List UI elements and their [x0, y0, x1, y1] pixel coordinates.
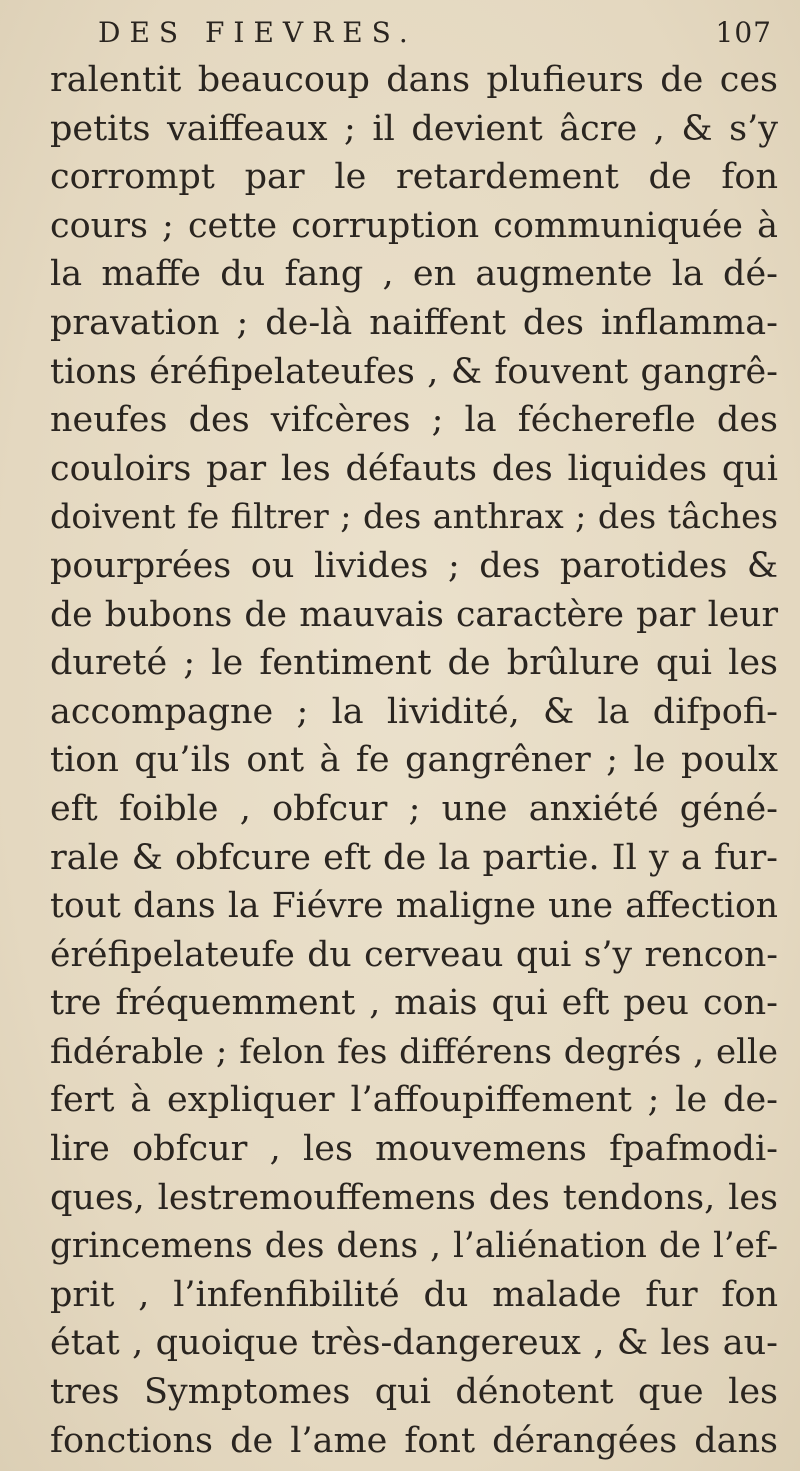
text-line: accompagne ; la lividité, & la difpofi-: [50, 691, 778, 732]
text-line: eft foible , obfcur ; une anxiété géné-: [50, 788, 778, 829]
text-line: tre fréquemment , mais qui eft peu con-: [50, 983, 778, 1024]
text-line: état , quoique très-dangereux , & les au-: [50, 1323, 778, 1364]
text-line: grincemens des dens , l’aliénation de l’ef-: [50, 1226, 778, 1267]
text-line: petits vaiffeaux ; il devient âcre , & s’y: [50, 108, 778, 149]
body-text: [50, 56, 778, 1465]
text-line: neufes des vifcères ; la fécherefle des: [50, 400, 778, 441]
text-line: rale & obfcure eft de la partie. Il y a fur-: [50, 837, 778, 878]
text-line: ques, lestremouffemens des tendons, les: [50, 1177, 778, 1218]
running-title: DES FIEVRES.: [98, 16, 417, 49]
page-header: [90, 16, 778, 56]
text-line: prit , l’infenfibilité du malade fur fon: [50, 1274, 778, 1315]
text-line: corrompt par le retardement de fon: [50, 157, 778, 198]
text-line: tions éréfipelateufes , & fouvent gangrê-: [50, 351, 778, 392]
text-line: dureté ; le fentiment de brûlure qui les: [50, 643, 778, 684]
text-line: lire obfcur , les mouvemens fpafmodi-: [50, 1129, 778, 1170]
text-line: tres Symptomes qui dénotent que les: [50, 1372, 778, 1413]
text-line: éréfipelateufe du cerveau qui s’y rencon-: [50, 934, 778, 975]
text-line: ralentit beaucoup dans plufieurs de ces: [50, 60, 778, 100]
text-line: tion qu’ils ont à fe gangrêner ; le poulx: [50, 740, 778, 781]
text-line: pourprées ou livides ; des parotides &: [50, 545, 778, 586]
page-number: 107: [715, 16, 772, 49]
text-line: fidérable ; felon fes différens degrés , elle: [50, 1031, 778, 1072]
text-line: doivent fe filtrer ; des anthrax ; des tâches: [50, 497, 778, 537]
text-line: fert à expliquer l’affoupiffement ; le de-: [50, 1080, 778, 1121]
text-line: tout dans la Fiévre maligne une affection: [50, 886, 778, 927]
text-line: de bubons de mauvais caractère par leur: [50, 594, 778, 635]
text-line: cours ; cette corruption communiquée à: [50, 205, 778, 246]
text-line: fonctions de l’ame font dérangées dans: [50, 1420, 778, 1461]
text-line: couloirs par les défauts des liquides qui: [50, 448, 778, 489]
text-line: pravation ; de-là naiffent des inflamma-: [50, 302, 778, 343]
text-line: la maffe du fang , en augmente la dé-: [50, 254, 778, 295]
